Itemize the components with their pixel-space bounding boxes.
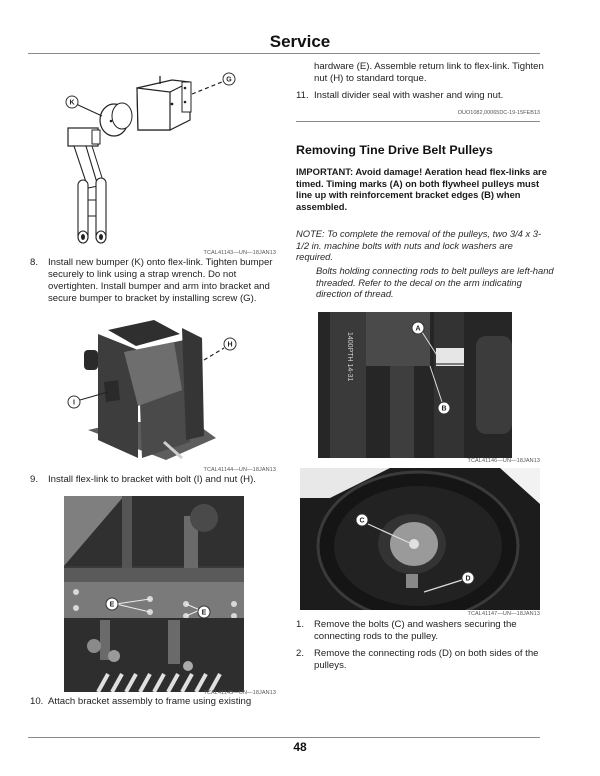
figure-pulley-bolts-photo (300, 468, 540, 610)
step-9 (30, 474, 286, 486)
important-text: Avoid damage! Aeration head flex-links are timed. Timing marks (A) on both flywheel pulleys must line up with reinforcement bracket edges (B) when assembled. (296, 166, 547, 212)
callout-G: G (226, 76, 232, 84)
step-number: 9. (30, 474, 39, 485)
step-text: Install new bumper (K) onto flex-link. Tighten bumper securely to link using a strap wrench. Do not overtighten. Install bumper and arm into bracket and secure bumper to bracket by installing screw (G). (48, 257, 273, 304)
note (296, 228, 552, 263)
page-title: Service (269, 32, 331, 51)
reference-code: OUO1082,00065DC-19-15FEB13 (457, 110, 540, 116)
step-10-continued (314, 61, 554, 85)
step-number: 2. (296, 648, 305, 659)
figure-timing-marks-photo (318, 312, 512, 458)
figure-caption: TCAL41144—UN—18JAN13 (203, 467, 276, 473)
step-text: hardware (E). Assemble return link to flex-link. Tighten nut (H) to standard torque. (314, 61, 544, 84)
figure-caption: TCAL41145—UN—18JAN13 (203, 690, 276, 696)
page-number: 48 (293, 740, 307, 754)
figure-caption: TCAL41146—UN—18JAN13 (467, 458, 540, 464)
section-heading: Removing Tine Drive Belt Pulleys (296, 143, 493, 157)
step-11 (296, 90, 552, 102)
step-text: Remove the bolts (C) and washers securing the connecting rods to the pulley. (314, 619, 517, 642)
callout-D: D (465, 575, 471, 583)
step-number: 11. (296, 90, 309, 101)
note-label: NOTE: (296, 228, 325, 239)
note-text: To complete the removal of the pulleys, two 3/4 x 3-1/2 in. machine bolts with nuts and lock washers are required. (296, 228, 542, 263)
step-text: Install flex-link to bracket with bolt (I) and nut (H). (48, 474, 256, 485)
step-text: Install divider seal with washer and wing nut. (314, 90, 504, 101)
figure-bumper-flex-link-drawing (52, 60, 252, 250)
callout-I: I (73, 399, 75, 407)
footer-divider (28, 737, 540, 738)
important-notice (296, 166, 548, 212)
figure-caption: TCAL41143—UN—18JAN13 (203, 250, 276, 256)
step-10 (30, 696, 286, 708)
figure-flex-link-bracket-photo (54, 310, 280, 468)
step-number: 8. (30, 257, 39, 268)
step-number: 1. (296, 619, 305, 630)
callout-E: E (201, 609, 207, 617)
callout-A: A (415, 325, 421, 333)
callout-C: C (359, 517, 365, 525)
header-divider (28, 53, 540, 54)
section-divider (296, 121, 540, 122)
step-text: Remove the connecting rods (D) on both sides of the pulleys. (314, 648, 539, 671)
step-number: 10. (30, 696, 44, 707)
callout-E: E (109, 601, 115, 609)
figure-caption: TCAL41147—UN—18JAN13 (467, 611, 540, 617)
note-continued: Bolts holding connecting rods to belt pulleys are left-hand threaded. Refer to the decal on the arm indicating direction of thread. (316, 265, 554, 300)
belt-marking: 1400PTH 14-31 (346, 332, 353, 382)
callout-K: K (69, 99, 75, 107)
step-1 (296, 619, 548, 643)
step-text: Attach bracket assembly to frame using existing (48, 696, 252, 707)
step-8 (30, 257, 286, 305)
step-2 (296, 648, 548, 672)
callout-H: H (227, 341, 233, 349)
important-label: IMPORTANT: (296, 166, 354, 177)
callout-B: B (441, 405, 447, 413)
figure-bracket-frame-photo (64, 496, 244, 692)
